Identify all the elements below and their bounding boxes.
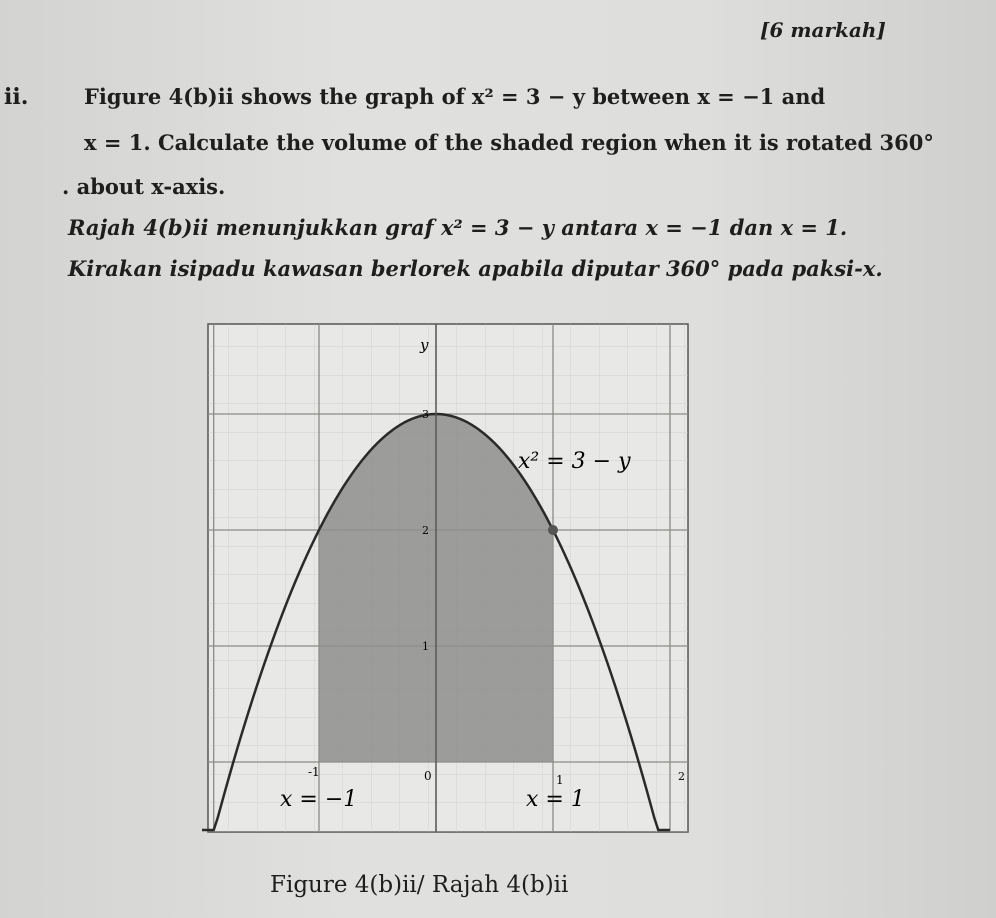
intersection-point [548, 525, 558, 535]
equation-label: x² = 3 − y [518, 449, 631, 474]
y-tick-2: 2 [422, 524, 429, 537]
y-axis-label: y [420, 336, 429, 354]
x-tick-1: 1 [556, 773, 564, 787]
parabola-figure [200, 318, 690, 838]
marks-label: [6 markah] [760, 18, 886, 42]
question-number: ii. [4, 84, 29, 110]
question-line-2: x = 1. Calculate the volume of the shaded region when it is rotated 360° [84, 130, 934, 155]
right-bound-label: x = 1 [526, 787, 585, 812]
x-tick-0: 0 [424, 769, 432, 783]
question-line-3: . about x-axis. [62, 174, 226, 199]
left-bound-label: x = −1 [280, 787, 358, 812]
y-tick-3: 3 [422, 408, 429, 421]
question-line-malay-2: Kirakan isipadu kawasan berlorek apabila diputar 360° pada paksi-x. [68, 256, 883, 281]
figure-caption: Figure 4(b)ii/ Rajah 4(b)ii [270, 872, 569, 898]
question-line-malay-1: Rajah 4(b)ii menunjukkan graf x² = 3 − y antara x = −1 dan x = 1. [68, 215, 848, 240]
x-tick-2: 2 [678, 770, 685, 783]
y-tick-1: 1 [422, 640, 429, 653]
x-tick-neg1: -1 [308, 765, 320, 779]
question-line-1: Figure 4(b)ii shows the graph of x² = 3 − y between x = −1 and [84, 84, 826, 109]
